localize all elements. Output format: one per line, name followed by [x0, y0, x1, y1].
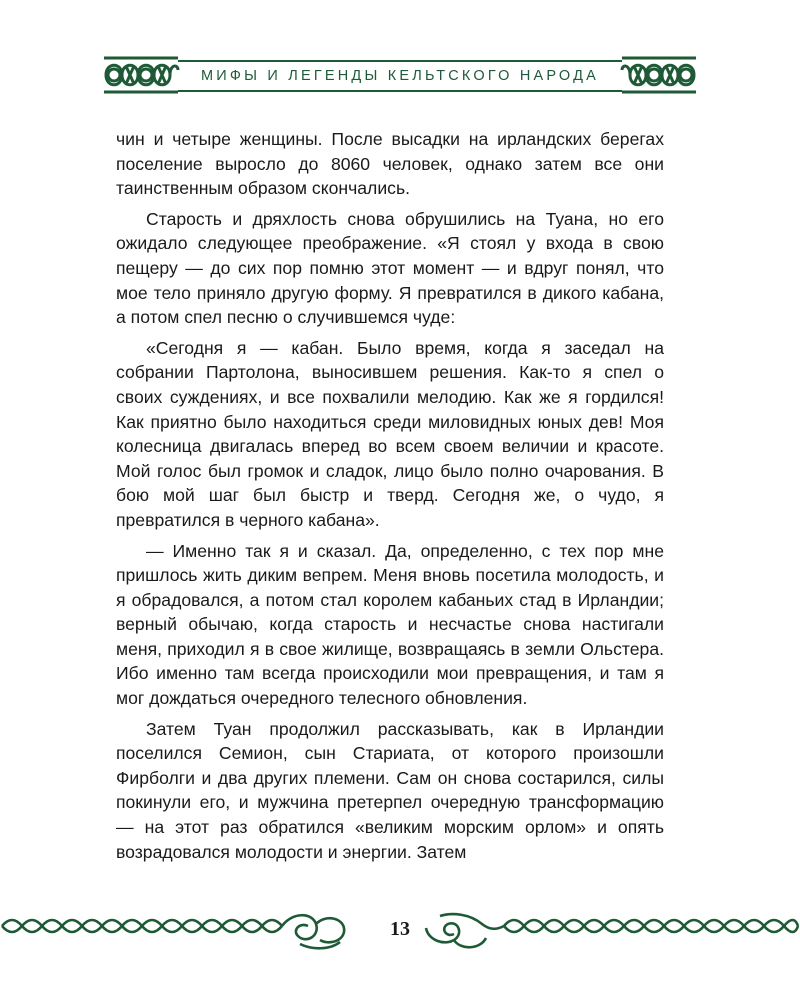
page-body [116, 127, 664, 870]
paragraph: Затем Туан продолжил рассказывать, как в Ирландии поселился Семион, сын Стариата, от которого произошли Фирболги и два других племени. Сам он снова состарился, силы покинули его, и мужчина претерпел очередную трансформацию — на этот раз обратился «великим морским орлом» и опять возрадовался молодости и энергии. Затем [116, 718, 664, 862]
paragraph: — Именно так я и сказал. Да, определенно, с тех пор мне пришлось жить диким вепрем. Меня вновь посетила молодость, и я обрадовался, а потом стал королем кабаньих стад в Ирландии; верный обычаю, когда старость и несчастье снова настигали меня, приходил я в свое жилище, возвращаясь в земли Ольстера. Ибо именно там всегда происходили мои превращения, и там я мог дождаться очередного телесного обновления. [116, 540, 664, 709]
page-footer [0, 910, 800, 954]
braided-border-icon [420, 910, 800, 954]
header-rule-bottom [178, 90, 622, 92]
celtic-knot-icon [100, 50, 182, 100]
braided-border-icon [0, 910, 350, 954]
header-rule-top [178, 60, 622, 62]
running-title: МИФЫ И ЛЕГЕНДЫ КЕЛЬТСКОГО НАРОДА [201, 68, 599, 84]
celtic-knot-icon [618, 50, 700, 100]
running-header [100, 50, 700, 100]
page-number: 13 [390, 918, 410, 940]
paragraph: Старость и дряхлость снова обрушились на Туана, но его ожидало следующее преображение. «Я стоял у входа в свою пещеру — до сих пор помню этот момент — и вдруг понял, что мое тело приняло другую форму. Я превратился в дикого кабана, а потом спел песню о случившемся чуде: [116, 208, 664, 328]
paragraph: чин и четыре женщины. После высадки на ирландских берегах поселение выросло до 8060 человек, однако затем все они таинственным образом скончались. [116, 129, 664, 199]
paragraph: «Сегодня я — кабан. Было время, когда я заседал на собрании Партолона, выносившем решения. Как-то я спел о своих суждениях, и все похвалили мелодию. Как же я гордился! Как приятно было находиться среди миловидных юных дев! Моя колесница двигалась вперед во всем своем величии и красоте. Мой голос был громок и сладок, лицо было полно очарования. В бою мой шаг был быстр и тверд. Сегодня же, о чудо, я превратился в черного кабана». [116, 337, 664, 530]
